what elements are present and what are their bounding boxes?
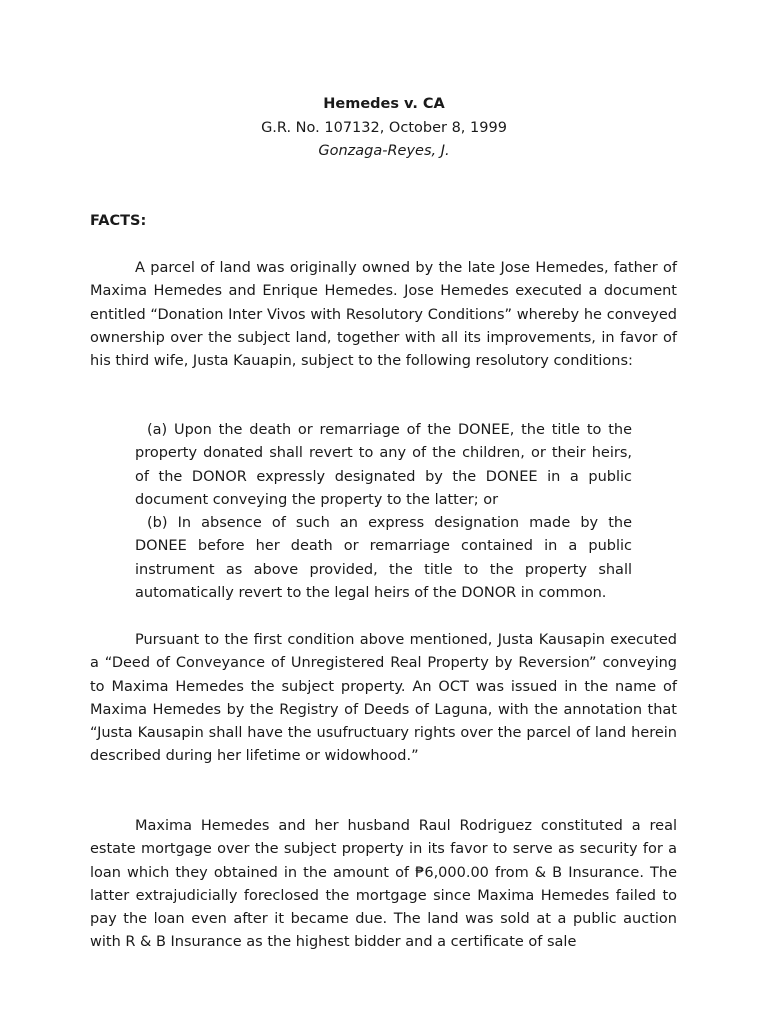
facts-paragraph-1: A parcel of land was originally owned by the late Jose Hemedes, father of Maxima Hemedes and Enrique Hemedes. Jose Hemedes executed a document entitled “Donation Inter Vivos with Resolutory Conditions” whereby he conveyed ownership over the subject land, together with all its improvements, in favor of his third wife, Justa Kauapin, subject to the following resolutory conditions: [90, 260, 677, 370]
facts-paragraph-3: Maxima Hemedes and her husband Raul Rodriguez constituted a real estate mortgage over the subject property in its favor to serve as security for a loan which they obtained in the amount of ₱6,000.00 from & B Insurance. The latter extrajudicially foreclosed the mortgage since Maxima Hemedes failed to pay the loan even after it became due. The land was sold at a public auction with R & B Insurance as the highest bidder and a certificate of sale [90, 818, 677, 951]
resolutory-conditions [135, 419, 632, 605]
condition-b: (b) In absence of such an express designation made by the DONEE before her death or remarriage contained in a public instrument as above provided, the title to the property shall automatically revert to the legal heirs of the DONOR in common. [135, 515, 632, 602]
facts-heading: FACTS: [90, 213, 147, 229]
case-title: Hemedes v. CA [323, 96, 445, 112]
facts-paragraph-2: Pursuant to the first condition above mentioned, Justa Kausapin executed a “Deed of Conveyance of Unregistered Real Property by Reversion” conveying to Maxima Hemedes the subject property. An OCT was issued in the name of Maxima Hemedes by the Registry of Deeds of Laguna, with the annotation that “Justa Kausapin shall have the usufructuary rights over the parcel of land herein described during her lifetime or widowhood.” [90, 632, 677, 765]
case-citation: G.R. No. 107132, October 8, 1999 [261, 119, 507, 136]
ponente: Gonzaga-Reyes, J. [318, 143, 450, 159]
case-header [0, 93, 768, 164]
condition-a: (a) Upon the death or remarriage of the DONEE, the title to the property donated shall revert to any of the children, or their heirs, of the DONOR expressly designated by the DONEE in a public document conveying the property to the latter; or [135, 422, 632, 508]
